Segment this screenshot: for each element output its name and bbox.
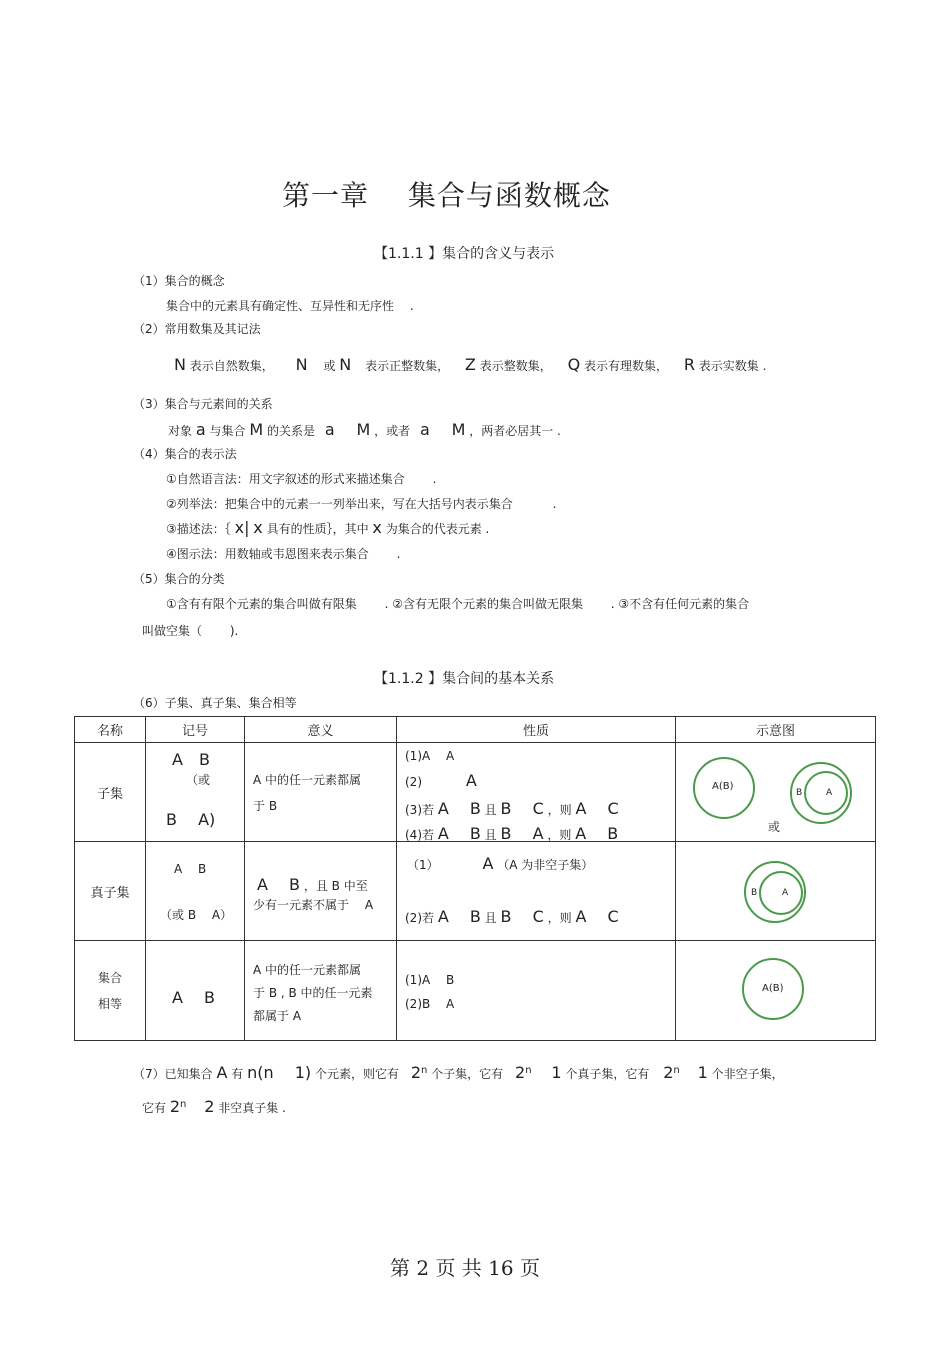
symbol-x: x|	[234, 518, 250, 537]
row-properties	[397, 743, 676, 842]
rational-desc: 表示有理数集，	[583, 359, 668, 373]
p7-text: 个非空子集，	[711, 1067, 784, 1081]
p2-number-sets	[174, 355, 766, 374]
diagram-label: A	[782, 888, 789, 898]
symbol-text: A B	[172, 988, 216, 1007]
p3-text: ，或者	[374, 424, 411, 438]
p7-line2	[142, 1097, 286, 1116]
inner-set-circle	[760, 872, 802, 914]
p5-heading: （5）集合的分类	[133, 572, 225, 586]
property-text: ，则	[547, 828, 572, 842]
symbol-1: 1	[551, 1063, 562, 1082]
p4-item-1: ①自然语言法：用文字叙述的形式来描述集合 .	[166, 472, 437, 486]
p7-text: （7）已知集合	[133, 1067, 213, 1081]
header-diagram: 示意图	[676, 717, 876, 743]
property-text: (4)若	[405, 828, 434, 842]
p5-body-line1: ①含有有限个元素的集合叫做有限集 . ②含有无限个元素的集合叫做无限集 . ③不含有任何元素的集合	[166, 597, 750, 611]
p7-text: 个真子集，它有	[565, 1067, 650, 1081]
property-symbol: A B	[437, 907, 481, 926]
p4-text: 具有的性质｝，其中	[266, 522, 369, 536]
p3-text: 的关系是	[266, 424, 315, 438]
p6-heading: （6）子集、真子集、集合相等	[133, 696, 297, 710]
p3-text: 对象	[168, 424, 193, 438]
symbol-N: N	[174, 355, 186, 374]
p7-text: 非空真子集 .	[218, 1101, 286, 1115]
symbol-M: M	[451, 420, 466, 439]
symbol-M: M	[249, 420, 264, 439]
symbol-a: a	[195, 420, 206, 439]
header-symbol: 记号	[146, 717, 245, 743]
row-name-line: 相等	[97, 996, 122, 1011]
row-properties	[397, 941, 676, 1041]
p3-heading: （3）集合与元素间的关系	[133, 397, 273, 411]
diagram-label: A(B)	[762, 983, 784, 994]
symbol-2: 2	[204, 1097, 215, 1116]
p4-item-2: ②列举法：把集合中的元素一一列举出来，写在大括号内表示集合 .	[166, 497, 557, 511]
header-name: 名称	[75, 717, 146, 743]
property-text: (2)若	[405, 911, 434, 925]
property-text: （1）	[407, 858, 439, 872]
header-properties: 性质	[397, 717, 676, 743]
property-symbol: A	[465, 771, 477, 790]
diagram-label: A	[826, 788, 833, 798]
symbol-2: 2	[515, 1063, 526, 1082]
diagram-or-text: 或	[768, 820, 781, 834]
property-symbol: A C	[575, 907, 619, 926]
diagram-label: B	[751, 888, 758, 898]
row-meaning	[245, 743, 397, 842]
symbol-text: （或	[186, 773, 211, 787]
property-text: (2)	[405, 775, 422, 789]
property-symbol: B C	[500, 907, 544, 926]
diagram-label: A(B)	[712, 781, 734, 792]
section-heading-1-1-2: 【1.1.2 】集合间的基本关系	[374, 671, 555, 687]
meaning-text: A 中的任一元素都属	[253, 773, 362, 787]
real-desc: 表示实数集 .	[698, 359, 767, 373]
property-line	[405, 904, 619, 927]
p4-heading: （4）集合的表示法	[133, 447, 237, 461]
symbol-M: M	[356, 420, 371, 439]
meaning-text: 少有一元素不属于 A	[253, 898, 374, 912]
p3-text: 与集合	[209, 424, 246, 438]
property-symbol: A C	[575, 799, 619, 818]
p7-text: 它有	[142, 1101, 167, 1115]
chapter-title: 第一章 集合与函数概念	[282, 179, 611, 212]
symbol-2: 2	[169, 1097, 181, 1116]
row-symbol	[146, 743, 245, 842]
row-name: 子集	[75, 743, 146, 842]
table-row-proper-subset	[75, 842, 876, 941]
table-row-subset	[75, 743, 876, 842]
symbol-1: 1	[697, 1063, 708, 1082]
p7-line1	[133, 1060, 784, 1083]
diagram-label: B	[796, 788, 803, 798]
row-diagram	[676, 941, 876, 1041]
symbol-exponent-n: n	[180, 1099, 187, 1110]
p3-body	[168, 420, 561, 439]
property-text: （A 为非空子集）	[497, 858, 594, 872]
symbol-x: x	[372, 518, 382, 537]
symbol-text: A B	[174, 862, 207, 876]
row-meaning	[245, 842, 397, 941]
meaning-text: 于 B , B 中的任一元素	[253, 986, 373, 1000]
symbol-a: a	[419, 420, 430, 439]
meaning-symbol: A B	[257, 875, 301, 894]
property-symbol: A B	[437, 799, 481, 818]
property-symbol: B A	[500, 824, 544, 843]
natural-desc: 表示自然数集，	[189, 359, 274, 373]
symbol-Q: Q	[567, 355, 581, 374]
relations-table	[74, 716, 876, 1041]
integer-desc: 表示整数集，	[479, 359, 552, 373]
symbol-A: A	[216, 1063, 228, 1082]
property-symbol: B C	[500, 799, 544, 818]
or-text: 或	[323, 359, 336, 373]
p4-text: 为集合的代表元素 .	[385, 522, 490, 536]
property-text: 且	[484, 911, 497, 925]
property-text: (2)B A	[405, 997, 455, 1011]
property-symbol: A B	[437, 824, 481, 843]
symbol-x: x	[253, 518, 263, 537]
row-properties	[397, 842, 676, 941]
symbol-2: 2	[410, 1063, 421, 1082]
property-text: 且	[484, 803, 497, 817]
property-text: 且	[484, 828, 497, 842]
meaning-text: 都属于 A	[253, 1009, 302, 1023]
symbol-a: a	[324, 420, 335, 439]
row-symbol	[146, 941, 245, 1041]
property-line	[407, 854, 593, 873]
property-symbol: A	[482, 854, 494, 873]
row-name-line: 集合	[97, 970, 122, 985]
symbol-R: R	[683, 355, 695, 374]
table-row-equal-sets	[75, 941, 876, 1041]
symbol-exponent-n: n	[525, 1065, 532, 1076]
property-text: (3)若	[405, 803, 434, 817]
symbol-text: B A)	[166, 810, 216, 829]
row-name: 真子集	[75, 842, 146, 941]
symbol-n: n(n 1)	[247, 1063, 312, 1082]
row-diagram	[676, 743, 876, 842]
p1-heading: （1）集合的概念	[133, 274, 225, 288]
symbol-Z: Z	[464, 355, 476, 374]
positive-int-desc: 表示正整数集，	[365, 359, 450, 373]
p4-item-3	[166, 518, 489, 537]
symbol-text: （或 B A）	[160, 908, 233, 922]
property-text: (1)A A	[405, 749, 455, 763]
p4-item-4: ④图示法：用数轴或韦恩图来表示集合 .	[166, 547, 401, 561]
row-meaning	[245, 941, 397, 1041]
table-header-row	[75, 717, 876, 743]
property-symbol: A B	[575, 824, 619, 843]
p1-body: 集合中的元素具有确定性、互异性和无序性 .	[166, 299, 414, 313]
p7-text: 个子集，它有	[431, 1067, 504, 1081]
row-name	[75, 941, 146, 1041]
meaning-text: 于 B	[253, 799, 278, 813]
p3-text: ，两者必居其一 .	[469, 424, 561, 438]
meaning-text: ，且 B 中至	[303, 879, 368, 893]
p7-text: 个元素，则它有	[314, 1067, 399, 1081]
property-text: ，则	[547, 911, 572, 925]
symbol-exponent-n: n	[421, 1065, 428, 1076]
row-symbol	[146, 842, 245, 941]
property-line	[405, 796, 619, 819]
row-diagram	[676, 842, 876, 941]
section-heading-1-1-1: 【1.1.1 】集合的含义与表示	[374, 246, 555, 262]
symbol-N-plus: N	[339, 355, 352, 374]
p7-text: 有	[231, 1067, 244, 1081]
property-text: (1)A B	[405, 973, 455, 987]
symbol-N-star: N	[295, 355, 308, 374]
p5-body-line2: 叫做空集（ ).	[142, 624, 239, 638]
page-footer: 第 2 页 共 16 页	[390, 1256, 540, 1280]
property-line	[405, 771, 477, 790]
p4-text: ③描述法：｛	[166, 522, 231, 536]
header-meaning: 意义	[245, 717, 397, 743]
meaning-line	[257, 872, 368, 895]
p2-heading: （2）常用数集及其记法	[133, 322, 261, 336]
symbol-exponent-n: n	[673, 1065, 680, 1076]
proper-subset-venn-diagram	[676, 842, 875, 941]
meaning-text: A 中的任一元素都属	[253, 963, 362, 977]
property-text: ，则	[547, 803, 572, 817]
symbol-text: A B	[172, 750, 210, 769]
symbol-2: 2	[663, 1063, 674, 1082]
